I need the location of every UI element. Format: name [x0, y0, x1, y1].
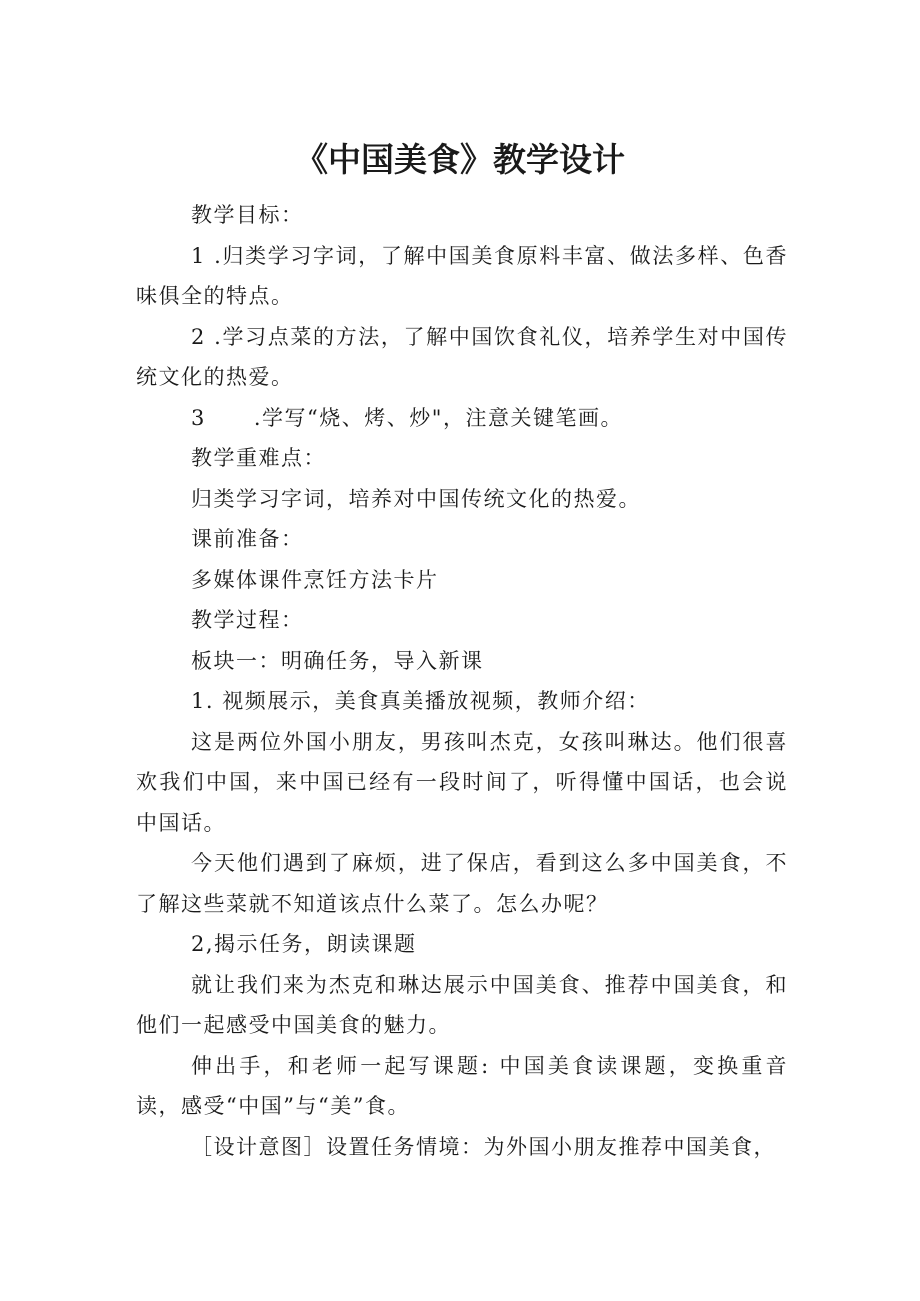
paragraph: 板块一：明确任务，导入新课 — [191, 648, 484, 673]
paragraph: 教学目标： — [191, 203, 304, 227]
paragraph: 就让我们来为杰克和琳达展示中国美食、推荐中国美食，和他们一起感受中国美食的魅力。 — [136, 972, 788, 1037]
paragraph: 教学重难点： — [191, 446, 326, 470]
paragraph: 多媒体课件烹饪方法卡片 — [191, 567, 439, 592]
paragraph: 今天他们遇到了麻烦，进了保店，看到这么多中国美食，不了解这些菜就不知道该点什么菜了。怎么办呢？ — [136, 851, 788, 916]
paragraph: 归类学习字词，培养对中国传统文化的热爱。 — [191, 486, 641, 511]
paragraph: 2,揭示任务，朗读课题 — [191, 932, 417, 956]
paragraph: 课前准备： — [191, 527, 304, 551]
paragraph: 2 .学习点菜的方法，了解中国饮食礼仪，培养学生对中国传统文化的热爱。 — [136, 324, 788, 389]
paragraph: 教学过程： — [191, 608, 304, 632]
paragraph: 1. 视频展示，美食真美播放视频，教师介绍： — [191, 689, 650, 713]
paragraph: 1 .归类学习字词，了解中国美食原料丰富、做法多样、色香味俱全的特点。 — [136, 243, 788, 308]
document-title: 《中国美食》教学设计 — [295, 140, 625, 179]
paragraph: 这是两位外国小朋友，男孩叫杰克，女孩叫琳达。他们很喜欢我们中国，来中国已经有一段时间了，听得懂中国话，也会说中国话。 — [136, 729, 788, 835]
list-text: .学写“烧、烤、炒"，注意关键笔画。 — [253, 405, 623, 430]
paragraph — [136, 398, 788, 439]
document-body — [136, 195, 788, 1167]
list-number: 3 — [191, 405, 206, 430]
paragraph: ［设计意图］设置任务情境：为外国小朋友推荐中国美食， — [191, 1134, 776, 1159]
paragraph: 伸出手，和老师一起写课题: 中国美食读课题，变换重音读，感受“中国”与“美”食。 — [136, 1053, 788, 1118]
